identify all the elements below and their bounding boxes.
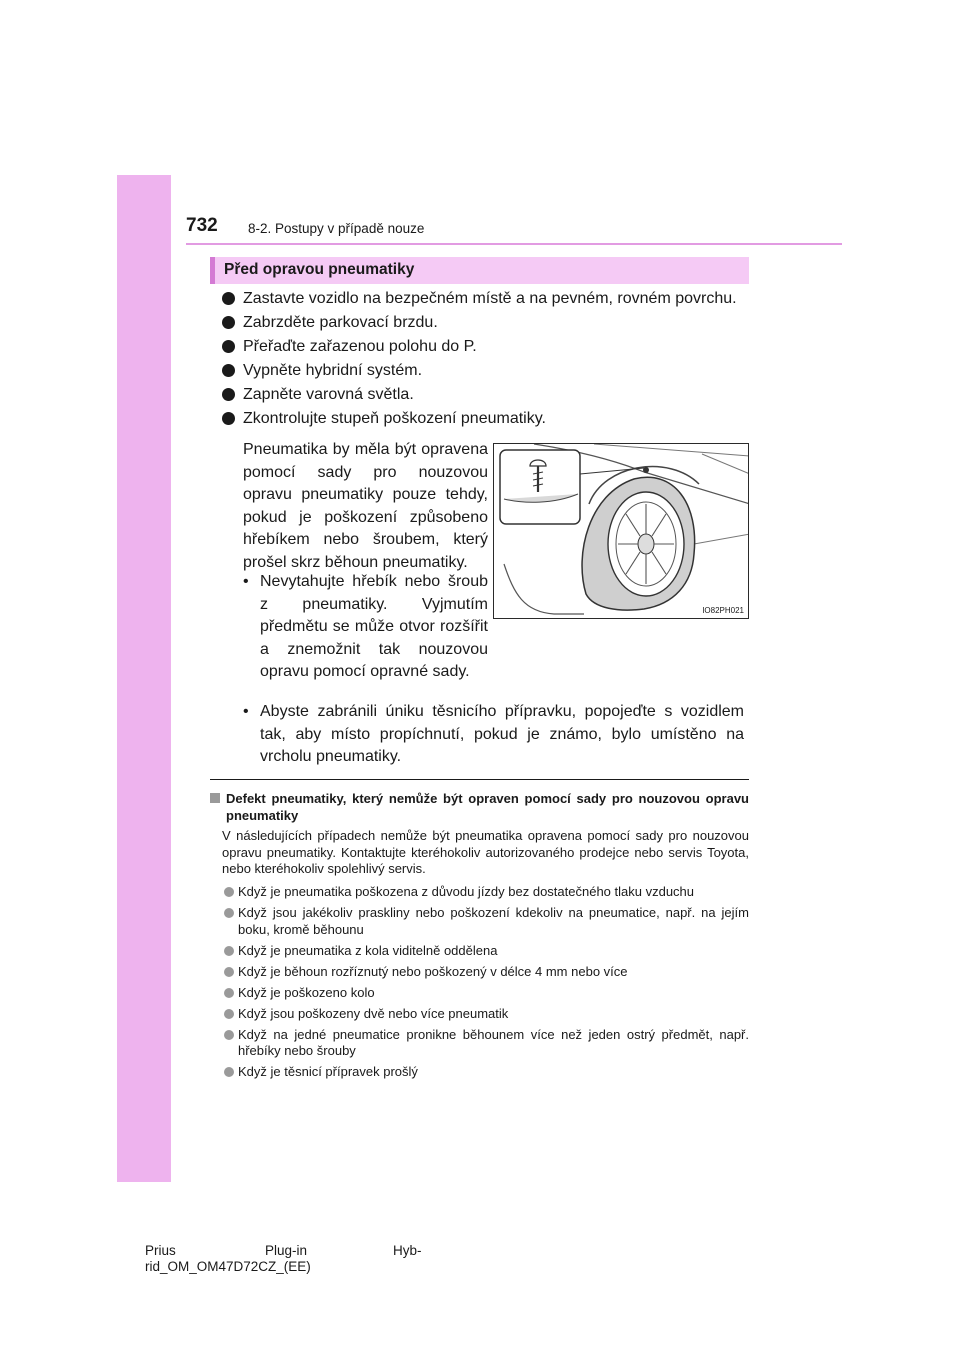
- section-divider: [210, 779, 749, 780]
- bullet-icon: [222, 388, 235, 401]
- defect-heading: Defekt pneumatiky, který nemůže být opraven pomocí sady pro nouzovou opravu pneumatiky: [210, 791, 749, 824]
- list-item: Zastavte vozidlo na bezpečném místě a na pevném, rovném povrchu.: [222, 289, 762, 313]
- list-item: Když na jedné pneumatice pronikne běhounem více než jeden ostrý předmět, např. hřebíky nebo šrouby: [222, 1027, 749, 1060]
- defect-conditions-list: [222, 884, 749, 1085]
- document-footer: [145, 1243, 435, 1275]
- bullet-icon: [224, 946, 234, 956]
- header-rule: [186, 243, 842, 245]
- page-number: 732: [186, 215, 218, 236]
- figure-caption: IO82PH021: [702, 606, 744, 615]
- bullet-icon: [222, 412, 235, 425]
- bullet-icon: [224, 967, 234, 977]
- list-item: Přeřaďte zařazenou polohu do P.: [222, 337, 762, 361]
- footer-plug: Plug-in: [265, 1243, 308, 1258]
- chapter-title: 8-2. Postupy v případě nouze: [248, 221, 425, 236]
- list-item: Zkontrolujte stupeň poškození pneumatiky.: [222, 409, 762, 433]
- sub-bullet-item: • Abyste zabránili úniku těsnicího přípravku, popojeďte s vozidlem tak, aby místo propíchnutí, pokud je známo, bylo umístěno na vrcholu pneumatiky.: [243, 703, 744, 765]
- section-title-bar: [210, 257, 749, 284]
- punctured-tire-illustration: [493, 443, 749, 619]
- bullet-icon: [222, 340, 235, 353]
- list-item: Když je poškozeno kolo: [222, 985, 749, 1002]
- section-title: Před opravou pneumatiky: [224, 261, 415, 278]
- footer-code: rid_OM_OM47D72CZ_(EE): [145, 1259, 311, 1274]
- square-bullet-icon: [210, 793, 220, 803]
- bullet-icon: [222, 292, 235, 305]
- list-item: Když jsou jakékoliv praskliny nebo poškození kdekoliv na pneumatice, např. na jejím boku, kromě běhounu: [222, 905, 749, 938]
- defect-intro: V následujících případech nemůže být pneumatika opravena pomocí sady pro nouzovou opravu pneumatiky. Kontaktujte kteréhokoliv autorizovaného prodejce nebo servis Toyota, nebo kteréhokoliv spolehlivý servis.: [222, 828, 749, 876]
- sub-bullet-item: • Nevytahujte hřebík nebo šroub z pneumatiky. Vyjmutím předmětu se může otvor rozšířit a znemožnit tak nouzovou opravu pomocí opravné sady.: [243, 573, 488, 680]
- repair-condition-paragraph: Pneumatika by měla být opravena pomocí sady pro nouzovou opravu pneumatiky pouze tehdy, pokud je poškození způsobeno hřebíkem nebo šroubem, který prošel skrz běhoun pneumatiky.: [243, 441, 488, 571]
- footer-hyb: Hyb-: [393, 1243, 422, 1258]
- preparation-steps-list: [222, 289, 762, 433]
- bullet-icon: [222, 316, 235, 329]
- list-item: Když je těsnicí přípravek prošlý: [222, 1064, 749, 1081]
- list-item: Zabrzděte parkovací brzdu.: [222, 313, 762, 337]
- footer-model: Prius: [145, 1243, 176, 1258]
- bullet-icon: [224, 988, 234, 998]
- list-item: Když je pneumatika z kola viditelně oddělena: [222, 943, 749, 960]
- chapter-sidebar-tab: [117, 175, 171, 1182]
- list-item: Když jsou poškozeny dvě nebo více pneumatik: [222, 1006, 749, 1023]
- sub-bullet-marker: •: [243, 573, 249, 590]
- list-item: Zapněte varovná světla.: [222, 385, 762, 409]
- list-item: Když je pneumatika poškozena z důvodu jízdy bez dostatečného tlaku vzduchu: [222, 884, 749, 901]
- bullet-icon: [224, 908, 234, 918]
- bullet-icon: [224, 1067, 234, 1077]
- sub-bullet-marker: •: [243, 703, 249, 720]
- bullet-icon: [224, 1009, 234, 1019]
- bullet-icon: [224, 887, 234, 897]
- bullet-icon: [224, 1030, 234, 1040]
- bullet-icon: [222, 364, 235, 377]
- list-item: Vypněte hybridní systém.: [222, 361, 762, 385]
- list-item: Když je běhoun rozříznutý nebo poškozený v délce 4 mm nebo více: [222, 964, 749, 981]
- tire-drawing: [494, 444, 749, 619]
